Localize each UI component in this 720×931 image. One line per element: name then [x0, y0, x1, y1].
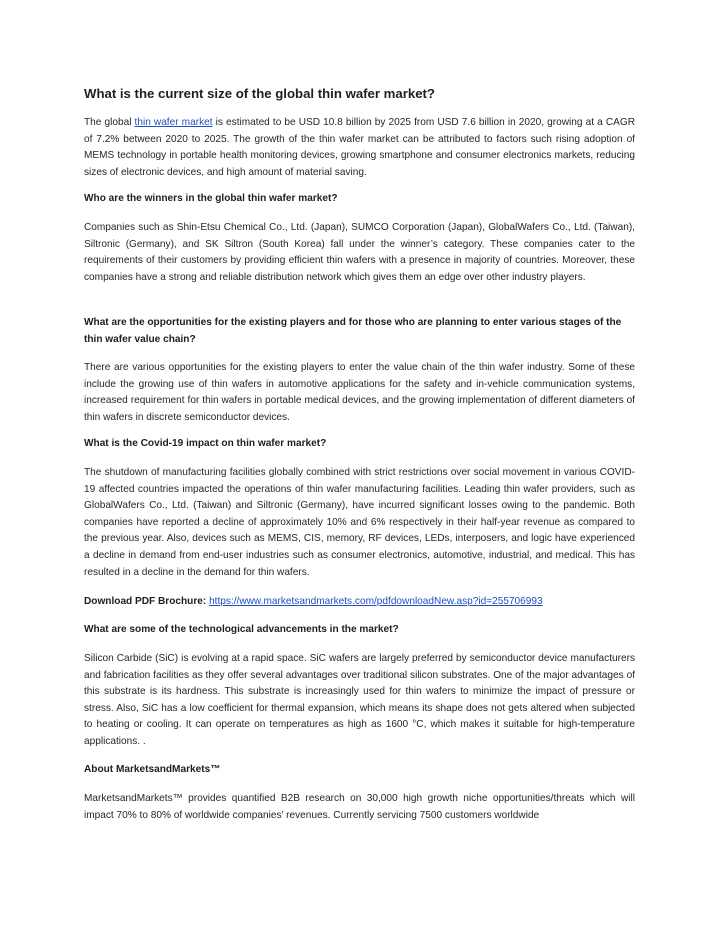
page-title: What is the current size of the global thin wafer market? — [84, 86, 435, 101]
paragraph-market-size — [84, 115, 635, 181]
thin-wafer-market-link[interactable]: thin wafer market — [134, 117, 213, 128]
paragraph-lead: The global — [84, 117, 135, 128]
brochure-download-link[interactable]: https://www.marketsandmarkets.com/pdfdownloadNew.asp?id=255706993 — [209, 596, 543, 607]
heading-about: About MarketsandMarkets™ — [84, 764, 221, 775]
download-brochure-line — [84, 594, 635, 611]
download-label: Download PDF Brochure: — [84, 596, 210, 607]
paragraph-about: MarketsandMarkets™ provides quantified B2B research on 30,000 high growth niche opportunities/threats which will impact 70% to 80% of worldwide companies’ revenues. Currently servicing 7500 customers worldwide — [84, 793, 635, 821]
paragraph-rest: is estimated to be USD 10.8 billion by 2025 from USD 7.6 billion in 2020, growing at a CAGR of 7.2% between 2020 to 2025. The growth of the thin wafer market can be attributed to factors such rising adoption of MEMS technology in portable health monitoring devices, growing smartphone and consumer electronics markets, reducing sizes of electronic devices, and high amount of material saving. — [84, 117, 635, 178]
paragraph-tech-advancements: Silicon Carbide (SiC) is evolving at a rapid space. SiC wafers are largely preferred by semiconductor device manufacturers and fabrication facilities as they offer several advantages over traditional silicon substrates. One of the major advantages of this substrate is its hardness. This substrate is increasingly used for thin wafers to minimize the impact of pressure or stress. Also, SiC has a low coefficient for thermal expansion, which means its shape does not gets altered when subjected to heating or cooling. It can operate on temperatures as high as 1600 °C, which makes it suitable for high-temperature applications. . — [84, 653, 635, 747]
paragraph-covid-impact: The shutdown of manufacturing facilities globally combined with strict restrictions over social movement in various COVID-19 affected countries impacted the operations of thin wafer manufacturing facilities. Leading thin wafer providers, such as GlobalWafers Co., Ltd. (Taiwan) and Siltronic (Germany), have incurred significant losses owing to the pandemic. Both companies have reported a decline of approximately 10% and 6% respectively in their half-year revenue as compared to the previous year. Also, devices such as MEMS, CIS, memory, RF devices, LEDs, interposers, and logic have experienced a decline in demand from end-user industries such as consumer electronics, automotive, industrial, and medical. This has resulted in a decline in the demand for thin wafers. — [84, 467, 635, 578]
paragraph-winners: Companies such as Shin-Etsu Chemical Co., Ltd. (Japan), SUMCO Corporation (Japan), GlobalWafers Co., Ltd. (Taiwan), Siltronic (Germany), and SK Siltron (South Korea) fall under the winner’s category. These companies cater to the requirements of their customers by providing efficient thin wafers with a presence in majority of countries. Moreover, these companies have a strong and reliable distribution network which gives them an edge over other industry players. — [84, 222, 635, 283]
heading-covid-impact: What is the Covid-19 impact on thin wafer market? — [84, 438, 327, 449]
paragraph-opportunities: There are various opportunities for the existing players to enter the value chain of the thin wafer industry. Some of these include the growing use of thin wafers in automotive applications for the safety and in-vehicle communication systems, increased requirement for thin wafers in portable medical devices, and the growing implementation of different diameters of thin wafers in discrete semiconductor devices. — [84, 362, 635, 423]
heading-tech-advancements: What are some of the technological advancements in the market? — [84, 624, 399, 635]
heading-opportunities: What are the opportunities for the existing players and for those who are planning to enter various stages of the thin wafer value chain? — [84, 317, 622, 345]
heading-winners: Who are the winners in the global thin wafer market? — [84, 193, 338, 204]
